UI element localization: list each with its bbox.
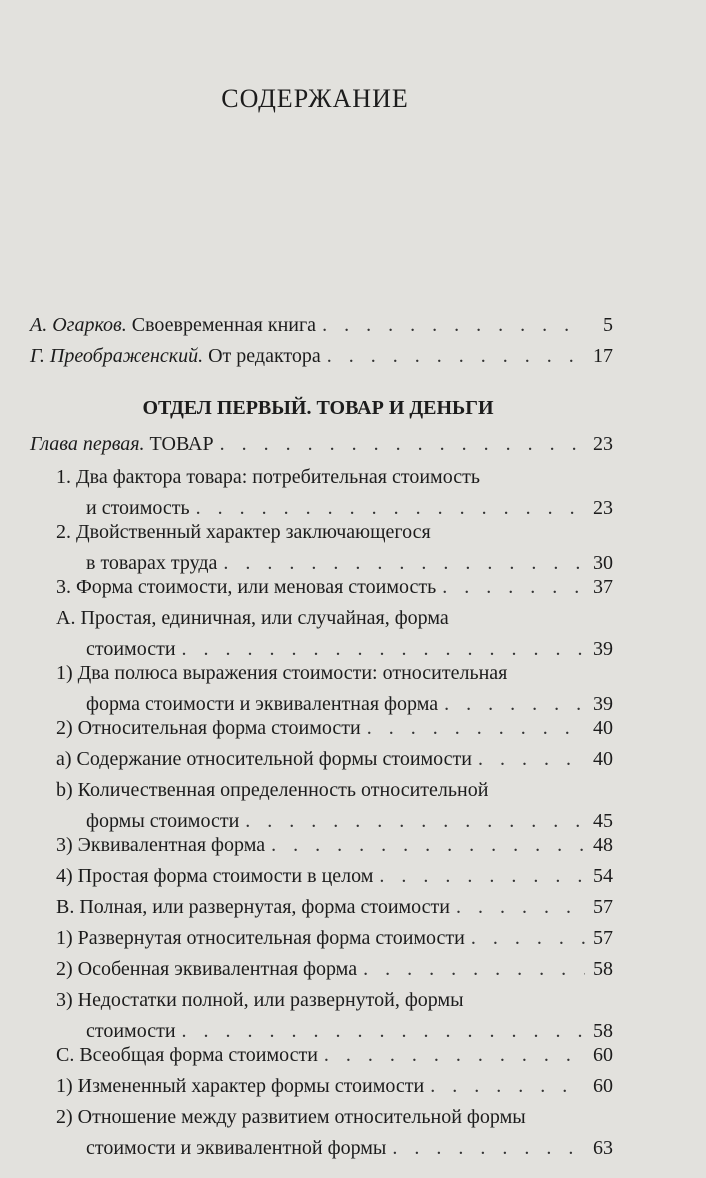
entry-page: 23	[593, 433, 613, 455]
entry-page: 37	[593, 576, 613, 598]
dot-leader	[367, 713, 585, 744]
entry-line: b) Количественная определенность относительной	[56, 779, 489, 801]
toc-entry	[56, 1102, 613, 1164]
dot-leader	[379, 861, 585, 892]
entry-text: стоимости	[86, 638, 176, 660]
toc-entry	[56, 892, 613, 923]
entry-text: 1) Измененный характер формы стоимости	[56, 1075, 425, 1097]
dot-leader	[456, 892, 585, 923]
entry-text: 2) Особенная эквивалентная форма	[56, 958, 358, 980]
entry-text: стоимости	[86, 1020, 176, 1042]
dot-leader	[363, 954, 585, 985]
entry-line: 1) Два полюса выражения стоимости: относительная	[56, 662, 508, 684]
entry-page: 45	[593, 810, 613, 832]
entry-text: и стоимость	[86, 497, 190, 519]
entry-author: А. Огарков.	[30, 314, 127, 336]
dot-leader	[327, 341, 585, 372]
entry-page: 40	[593, 748, 613, 770]
entry-text: 2) Относительная форма стоимости	[56, 717, 361, 739]
toc-entry	[56, 462, 613, 524]
entry-page: 63	[593, 1137, 613, 1159]
toc-entry	[56, 517, 613, 579]
entry-page: 48	[593, 834, 613, 856]
toc-entry	[56, 861, 613, 892]
dot-leader	[430, 1071, 585, 1102]
entry-text: формы стоимости	[86, 810, 240, 832]
entry-text: B. Полная, или развернутая, форма стоимости	[56, 896, 450, 918]
entry-page: 40	[593, 717, 613, 739]
entry-page: 39	[593, 638, 613, 660]
entry-page: 54	[593, 865, 613, 887]
entry-line: A. Простая, единичная, или случайная, форма	[56, 607, 449, 629]
entry-text: в товарах труда	[86, 552, 218, 574]
entry-author: Г. Преображенский.	[30, 345, 204, 367]
entry-text: форма стоимости и эквивалентная форма	[86, 693, 439, 715]
entry-page: 60	[593, 1044, 613, 1066]
dot-leader	[392, 1133, 585, 1164]
dot-leader	[271, 830, 585, 861]
toc-entry	[56, 1040, 613, 1071]
dot-leader	[322, 310, 585, 341]
toc-entry	[56, 1071, 613, 1102]
entry-page: 58	[593, 1020, 613, 1042]
toc-entry-ogarkov	[30, 310, 613, 341]
entry-page: 57	[593, 896, 613, 918]
entry-line: 3) Недостатки полной, или развернутой, формы	[56, 989, 464, 1011]
chapter-prefix: Глава первая.	[30, 433, 145, 455]
entry-page: 60	[593, 1075, 613, 1097]
toc-entry	[56, 985, 613, 1047]
dot-leader	[471, 923, 585, 954]
entry-page: 30	[593, 552, 613, 574]
toc-entry	[56, 603, 613, 665]
toc-entry	[56, 744, 613, 775]
toc-entry	[56, 713, 613, 744]
entry-text: 3) Эквивалентная форма	[56, 834, 266, 856]
entry-page: 57	[593, 927, 613, 949]
toc-entry	[56, 775, 613, 837]
dot-leader	[478, 744, 585, 775]
entry-text: Своевременная книга	[131, 314, 317, 336]
section-title: ОТДЕЛ ПЕРВЫЙ. ТОВАР И ДЕНЬГИ	[142, 397, 494, 419]
toc-chapter	[30, 429, 613, 460]
chapter-text: ТОВАР	[149, 433, 214, 455]
entry-text: a) Содержание относительной формы стоимости	[56, 748, 472, 770]
entry-page: 58	[593, 958, 613, 980]
entry-page: 39	[593, 693, 613, 715]
entry-page: 23	[593, 497, 613, 519]
toc-entry-preobrazhensky	[30, 341, 613, 372]
entry-line: 2. Двойственный характер заключающегося	[56, 521, 431, 543]
toc-entry	[56, 658, 613, 720]
toc-entry	[56, 830, 613, 861]
entry-text: 1) Развернутая относительная форма стоимости	[56, 927, 465, 949]
entry-text: 4) Простая форма стоимости в целом	[56, 865, 374, 887]
page-title: СОДЕРЖАНИЕ	[221, 84, 409, 113]
entry-text: стоимости и эквивалентной формы	[86, 1137, 387, 1159]
toc-entry	[56, 572, 613, 603]
toc-entry	[56, 954, 613, 985]
entry-text: 3. Форма стоимости, или меновая стоимость	[56, 576, 437, 598]
dot-leader	[324, 1040, 585, 1071]
entry-text: C. Всеобщая форма стоимости	[56, 1044, 318, 1066]
toc-entry	[56, 923, 613, 954]
dot-leader	[442, 572, 585, 603]
entry-page: 5	[603, 314, 613, 336]
dot-leader	[220, 429, 585, 460]
entry-text: От редактора	[208, 345, 321, 367]
entry-page: 17	[593, 345, 613, 367]
entry-line: 1. Два фактора товара: потребительная стоимость	[56, 466, 480, 488]
entry-line: 2) Отношение между развитием относительной формы	[56, 1106, 526, 1128]
